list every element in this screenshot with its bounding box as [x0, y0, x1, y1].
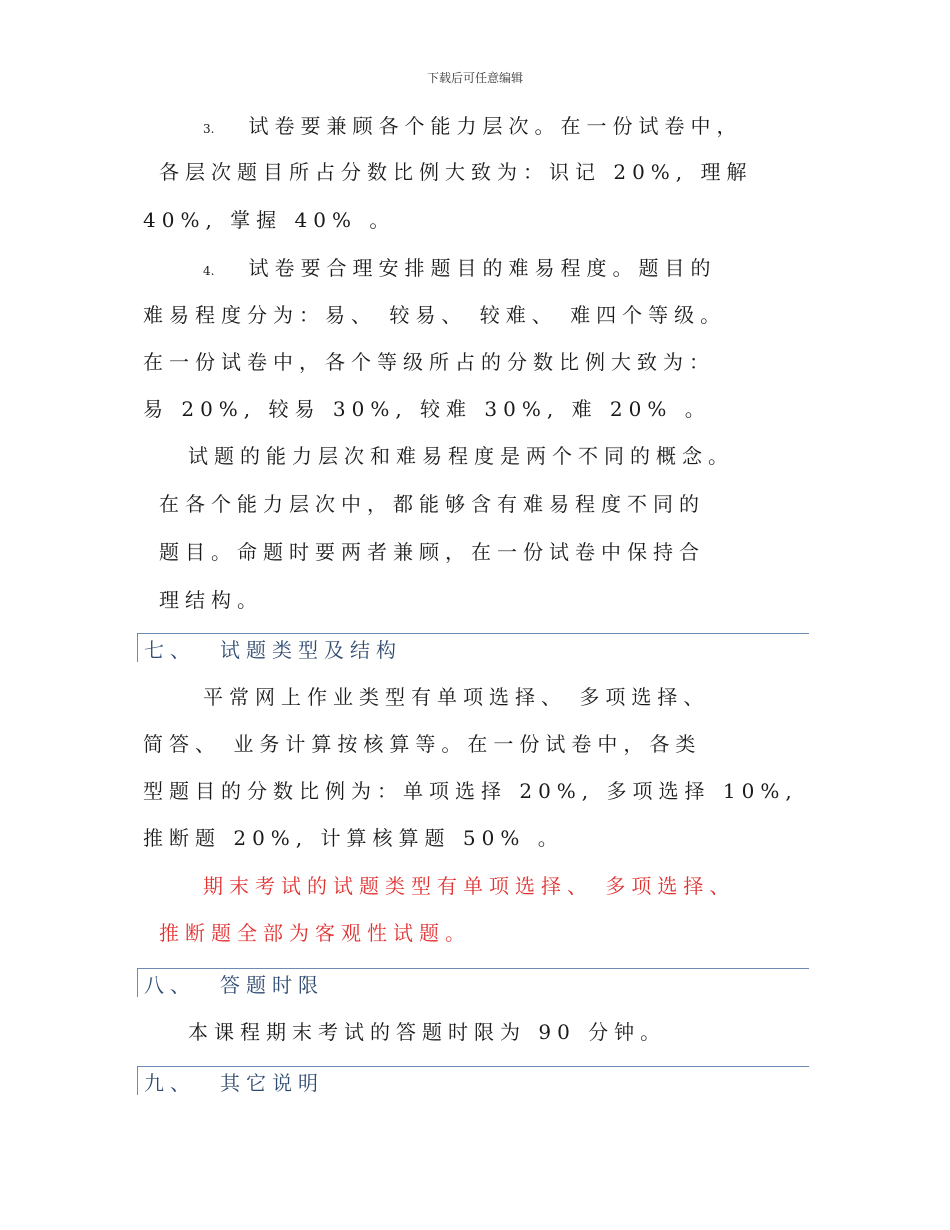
item3-line-3: 40%, 掌握 40% 。 [143, 208, 396, 232]
time-line: 本课程期末考试的答题时限为 90 分钟。 [188, 1020, 667, 1044]
types-line-2: 简答、 业务计算按核算等。在一份试卷中，各类 [143, 732, 702, 756]
types-line-4: 推断题 20%, 计算核算题 50% 。 [143, 826, 564, 850]
section-9-heading [137, 1066, 809, 1095]
exam-red-line-2: 推断题全部为客观性试题。 [159, 921, 471, 945]
item3-line-1: 3. 试卷要兼顾各个能力层次。在一份试卷中， [203, 114, 743, 138]
section-8-heading [137, 968, 809, 997]
section-8-number: 八、 [144, 973, 196, 997]
item4-number: 4. [203, 264, 215, 278]
concept-line-3: 题目。命题时要两者兼顾，在一份试卷中保持合 [159, 540, 705, 564]
concept-line-4: 理结构。 [159, 588, 263, 612]
section-7-number: 七、 [144, 638, 196, 662]
item4-line-2: 难易程度分为：易、 较易、 较难、 难四个等级。 [143, 303, 727, 327]
item4-line-1: 4. 试卷要合理安排题目的难易程度。题目的 [203, 256, 717, 280]
exam-red-line-1: 期末考试的试题类型有单项选择、 多项选择、 [203, 874, 736, 898]
page-header: 下载后可任意编辑 [426, 71, 523, 85]
types-line-3: 型题目的分数比例为：单项选择 20%, 多项选择 10%, [143, 779, 798, 803]
item4-line-4: 易 20%, 较易 30%, 较难 30%, 难 20% 。 [143, 397, 711, 421]
item3-number: 3. [203, 122, 215, 136]
item3-line-2: 各层次题目所占分数比例大致为：识记 20%, 理解 [159, 160, 753, 184]
section-9-title: 其它说明 [220, 1071, 324, 1095]
section-8-title: 答题时限 [220, 973, 324, 997]
section-9-number: 九、 [144, 1071, 196, 1095]
concept-line-2: 在各个能力层次中，都能够含有难易程度不同的 [159, 492, 705, 516]
section-7-heading [137, 633, 809, 662]
types-line-1: 平常网上作业类型有单项选择、 多项选择、 [203, 685, 710, 709]
concept-line-1: 试题的能力层次和难易程度是两个不同的概念。 [188, 444, 734, 468]
section-7-title: 试题类型及结构 [220, 638, 402, 662]
item4-line-3: 在一份试卷中，各个等级所占的分数比例大致为： [143, 350, 715, 374]
